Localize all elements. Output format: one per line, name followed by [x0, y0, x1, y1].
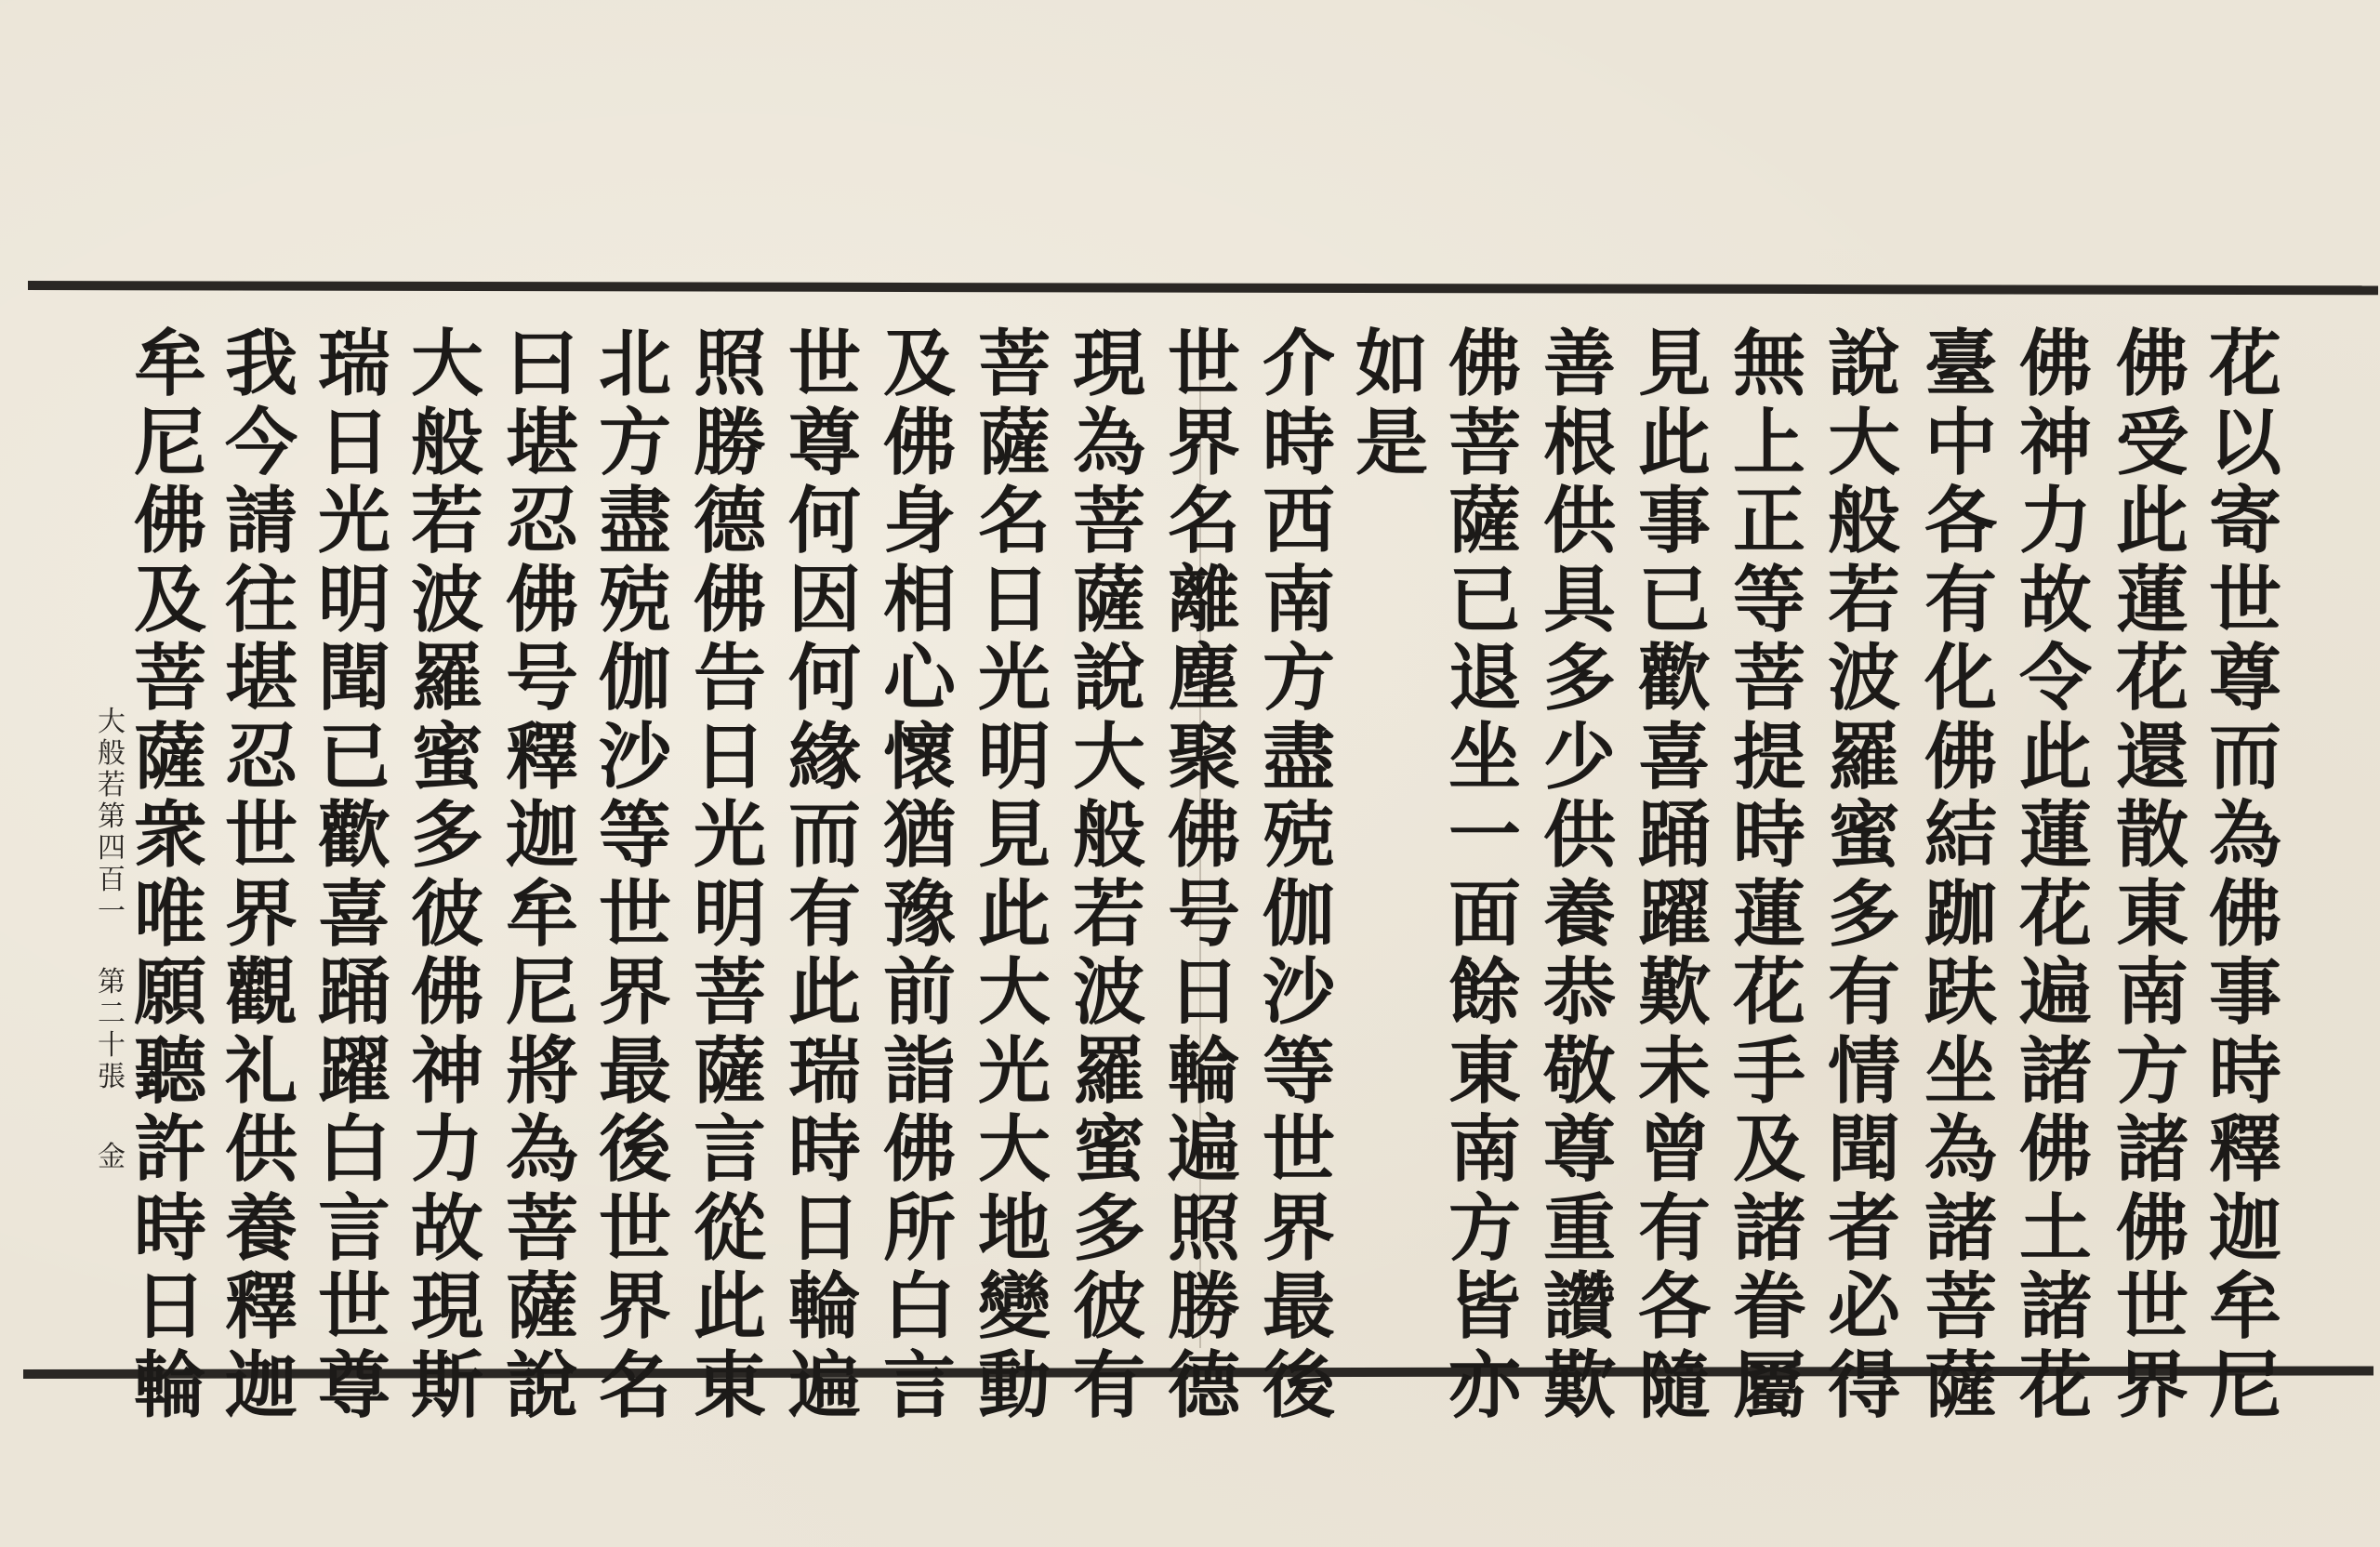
margin-page-number: 第二十張: [98, 966, 126, 1093]
text-column: 菩薩名日光明見此大光大地變動: [977, 322, 1051, 1428]
text-column: 世尊何因何緣而有此瑞時日輪遍: [787, 322, 861, 1428]
text-column: 瑞日光明聞已歡喜踊躍白言世尊: [317, 322, 390, 1428]
text-column: 臺中各有化佛結跏趺坐為諸菩薩: [1924, 322, 1997, 1428]
text-column: 大般若波羅蜜多彼佛神力故現斯: [410, 322, 483, 1428]
top-border-rule: [28, 281, 2378, 295]
text-column: 善根供具多少供養恭敬尊重讚歎: [1542, 322, 1616, 1428]
text-column: 見此事已歡喜踊躍歎未曾有各隨: [1637, 322, 1711, 1428]
text-column: 無上正等菩提時蓮花手及諸眷屬: [1732, 322, 1805, 1428]
text-column: 及佛身相心懷猶豫前詣佛所白言: [882, 322, 956, 1428]
text-column: 介時西南方盡殑伽沙等世界最後: [1262, 322, 1335, 1428]
text-column: 佛神力故令此蓮花遍諸佛土諸花: [2018, 322, 2092, 1428]
text-column: 現為菩薩說大般若波羅蜜多彼有: [1072, 322, 1145, 1428]
text-column: 佛菩薩已退坐一面餘東南方皆亦: [1448, 322, 1521, 1428]
margin-sutra-title: 大般若第四百一: [98, 706, 126, 928]
text-column: 花以寄世尊而為佛事時釋迦牟尼: [2208, 322, 2281, 1428]
text-column: 世界名離塵聚佛号日輪遍照勝德: [1167, 322, 1240, 1428]
text-column: 曰堪忍佛号釋迦牟尼將為菩薩說: [505, 322, 578, 1428]
text-column: 照勝德佛告日光明菩薩言從此東: [693, 322, 766, 1428]
text-column: 如是: [1355, 322, 1428, 485]
margin-carver-mark: 金: [98, 1141, 126, 1173]
text-column: 牟尼佛及菩薩衆唯願聽許時日輪: [133, 322, 206, 1428]
text-column: 佛受此蓮花還散東南方諸佛世界: [2115, 322, 2188, 1428]
text-column: 說大般若波羅蜜多有情聞者必得: [1827, 322, 1900, 1428]
text-column: 北方盡殑伽沙等世界最後世界名: [598, 322, 671, 1428]
text-column: 我今請往堪忍世界觀礼供養釋迦: [224, 322, 298, 1428]
